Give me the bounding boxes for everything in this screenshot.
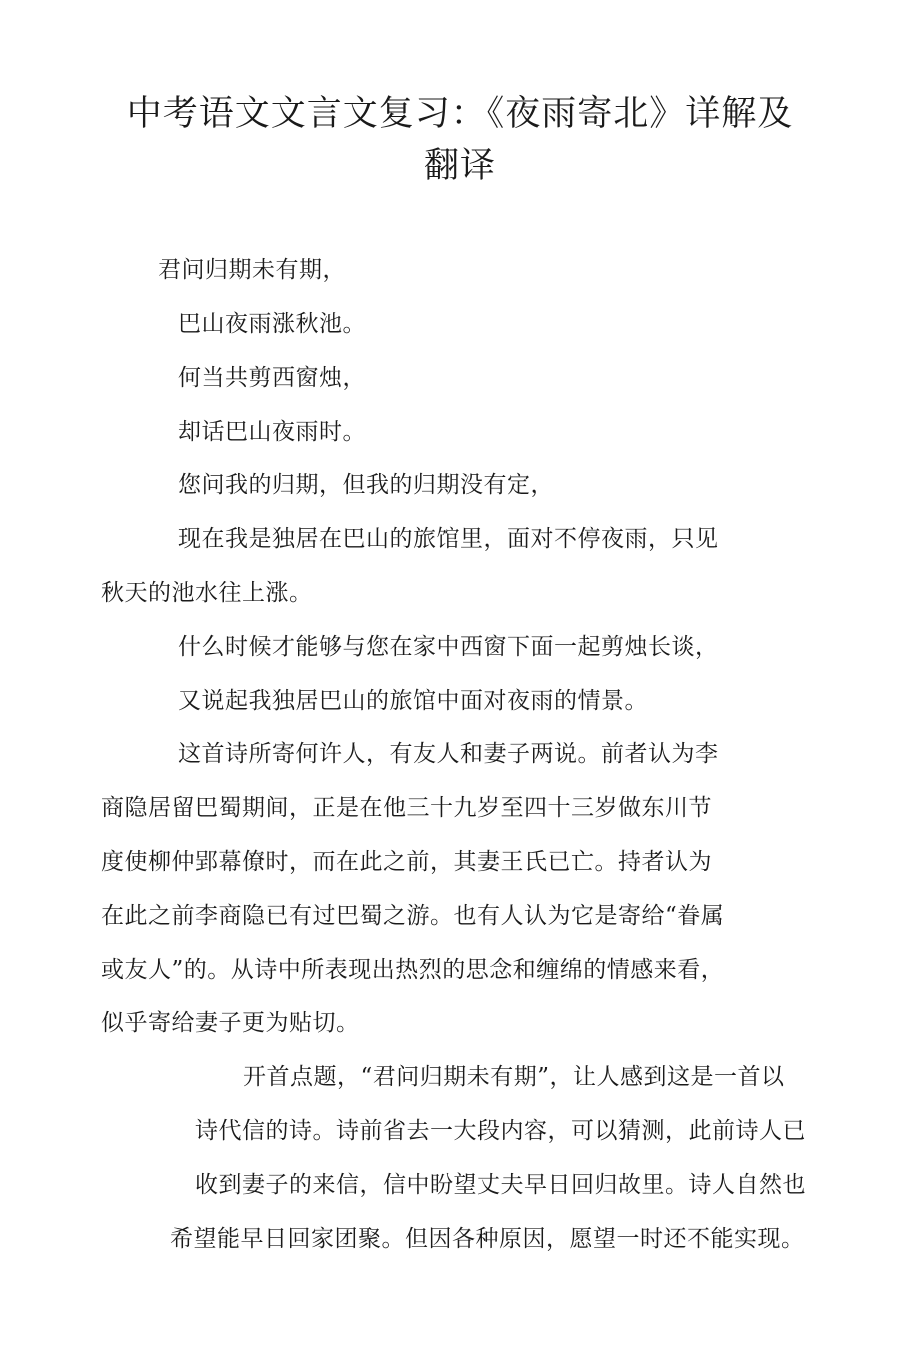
poem-line-1: 君问归期未有期， bbox=[158, 257, 346, 283]
page-title: 中考语文文言文复习：《夜雨寄北》详解及 bbox=[126, 94, 794, 134]
poem-line-2: 巴山夜雨涨秋池。 bbox=[178, 311, 366, 337]
poem-line-3: 何当共剪西窗烛， bbox=[178, 365, 366, 391]
analysis-line-1: 开首点题，“君问归期未有期”，让人感到这是一首以 bbox=[243, 1064, 785, 1090]
translation-line-2: 现在我是独居在巴山的旅馆里，面对不停夜雨，只见 bbox=[178, 526, 719, 552]
analysis-line-4: 希望能早日回家团聚。但因各种原因，愿望一时还不能实现。 bbox=[170, 1226, 805, 1252]
translation-line-4: 什么时候才能够与您在家中西窗下面一起剪烛长谈， bbox=[178, 634, 719, 660]
analysis-line-2: 诗代信的诗。诗前省去一大段内容，可以猜测，此前诗人已 bbox=[195, 1118, 806, 1144]
analysis-line-3: 收到妻子的来信，信中盼望丈夫早日回归故里。诗人自然也 bbox=[195, 1172, 806, 1198]
background-line-1: 这首诗所寄何许人，有友人和妻子两说。前者认为李 bbox=[178, 741, 719, 767]
background-line-3: 度使柳仲郢幕僚时，而在此之前，其妻王氏已亡。持者认为 bbox=[101, 849, 712, 875]
background-line-6: 似乎寄给妻子更为贴切。 bbox=[101, 1010, 360, 1036]
translation-line-5: 又说起我独居巴山的旅馆中面对夜雨的情景。 bbox=[178, 688, 648, 714]
background-line-2: 商隐居留巴蜀期间，正是在他三十九岁至四十三岁做东川节 bbox=[101, 795, 712, 821]
page-title-continued: 翻译 bbox=[423, 146, 496, 186]
translation-line-1: 您问我的归期，但我的归期没有定， bbox=[178, 472, 554, 498]
poem-line-4: 却话巴山夜雨时。 bbox=[178, 419, 366, 445]
background-line-4: 在此之前李商隐已有过巴蜀之游。也有人认为它是寄给“眷属 bbox=[101, 903, 725, 929]
translation-line-3: 秋天的池水往上涨。 bbox=[101, 580, 313, 606]
background-line-5: 或友人”的。从诗中所表现出热烈的思念和缠绵的情感来看， bbox=[101, 957, 725, 983]
